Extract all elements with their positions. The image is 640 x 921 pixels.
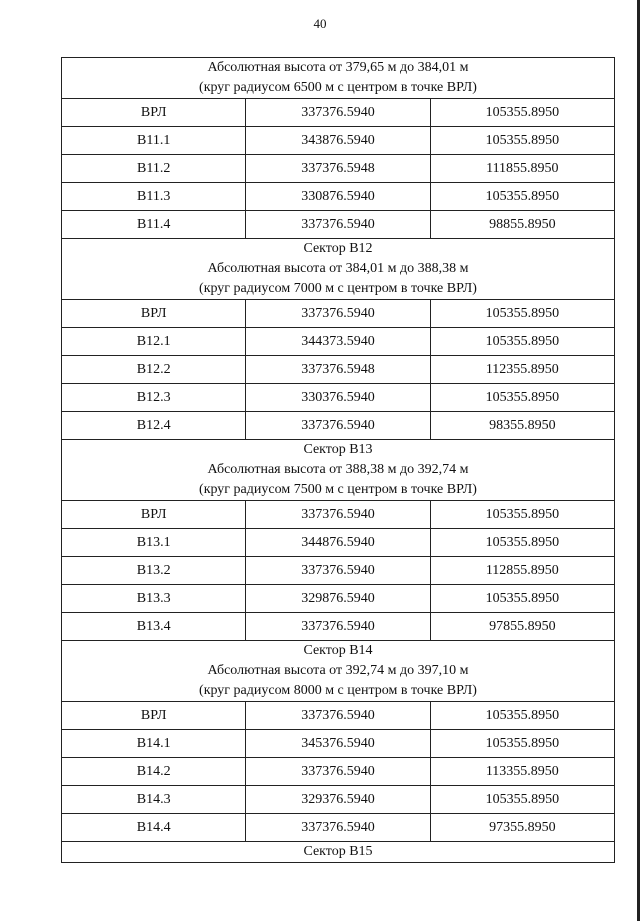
x-coordinate-cell: 337376.5940: [246, 300, 430, 328]
table-row: [62, 211, 615, 239]
point-name-cell: ВРЛ: [62, 702, 246, 730]
point-name-cell: В11.4: [62, 211, 246, 239]
sector-header-line: (круг радиусом 8000 м с центром в точке ВРЛ): [199, 683, 477, 698]
x-coordinate-cell: 337376.5940: [246, 613, 430, 641]
y-coordinate-cell: 98855.8950: [430, 211, 614, 239]
table-row: [62, 99, 615, 127]
table-row: [62, 557, 615, 585]
sector-header-line: Абсолютная высота от 384,01 м до 388,38 м: [207, 261, 469, 276]
point-name-cell: В11.1: [62, 127, 246, 155]
point-name-cell: ВРЛ: [62, 501, 246, 529]
sector-header-cell: [62, 641, 615, 702]
y-coordinate-cell: 97355.8950: [430, 814, 614, 842]
x-coordinate-cell: 330876.5940: [246, 183, 430, 211]
table-row: [62, 758, 615, 786]
point-name-cell: В11.2: [62, 155, 246, 183]
table-row: [62, 585, 615, 613]
y-coordinate-cell: 105355.8950: [430, 127, 614, 155]
y-coordinate-cell: 97855.8950: [430, 613, 614, 641]
table-row: [62, 356, 615, 384]
sector-header-line: Абсолютная высота от 388,38 м до 392,74 м: [207, 462, 469, 477]
y-coordinate-cell: 98355.8950: [430, 412, 614, 440]
table-body: [62, 58, 615, 863]
table-row: [62, 613, 615, 641]
sector-header-line: Абсолютная высота от 379,65 м до 384,01 м: [207, 60, 469, 75]
table-row: [62, 501, 615, 529]
point-name-cell: В12.1: [62, 328, 246, 356]
sector-header-line: Сектор В12: [303, 241, 373, 256]
x-coordinate-cell: 344373.5940: [246, 328, 430, 356]
table-row: [62, 702, 615, 730]
y-coordinate-cell: 112855.8950: [430, 557, 614, 585]
y-coordinate-cell: 113355.8950: [430, 758, 614, 786]
y-coordinate-cell: 105355.8950: [430, 786, 614, 814]
y-coordinate-cell: 111855.8950: [430, 155, 614, 183]
point-name-cell: ВРЛ: [62, 300, 246, 328]
sector-header-line: (круг радиусом 7000 м с центром в точке ВРЛ): [199, 281, 477, 296]
point-name-cell: В12.4: [62, 412, 246, 440]
point-name-cell: В14.4: [62, 814, 246, 842]
x-coordinate-cell: 344876.5940: [246, 529, 430, 557]
y-coordinate-cell: 105355.8950: [430, 183, 614, 211]
x-coordinate-cell: 337376.5948: [246, 155, 430, 183]
table-row: [62, 412, 615, 440]
table-row: [62, 300, 615, 328]
point-name-cell: В14.1: [62, 730, 246, 758]
y-coordinate-cell: 105355.8950: [430, 702, 614, 730]
sector-header-cell: [62, 58, 615, 99]
sector-header-line: Сектор В15: [303, 844, 373, 859]
y-coordinate-cell: 105355.8950: [430, 328, 614, 356]
point-name-cell: В13.2: [62, 557, 246, 585]
point-name-cell: В14.2: [62, 758, 246, 786]
x-coordinate-cell: 329376.5940: [246, 786, 430, 814]
table-row: [62, 127, 615, 155]
x-coordinate-cell: 337376.5940: [246, 99, 430, 127]
point-name-cell: В11.3: [62, 183, 246, 211]
table-row: [62, 328, 615, 356]
y-coordinate-cell: 105355.8950: [430, 99, 614, 127]
sector-header-row: [62, 641, 615, 702]
sector-header-row: [62, 842, 615, 863]
y-coordinate-cell: 105355.8950: [430, 585, 614, 613]
point-name-cell: В13.3: [62, 585, 246, 613]
sector-header-line: Сектор В14: [303, 643, 373, 658]
page-number: 40: [313, 16, 327, 31]
table-row: [62, 786, 615, 814]
x-coordinate-cell: 330376.5940: [246, 384, 430, 412]
x-coordinate-cell: 329876.5940: [246, 585, 430, 613]
table-row: [62, 183, 615, 211]
x-coordinate-cell: 337376.5940: [246, 412, 430, 440]
table-row: [62, 384, 615, 412]
table-row: [62, 814, 615, 842]
x-coordinate-cell: 337376.5940: [246, 211, 430, 239]
x-coordinate-cell: 337376.5940: [246, 758, 430, 786]
sector-header-line: Сектор В13: [303, 442, 373, 457]
coordinates-table: [61, 57, 615, 863]
sector-header-cell: [62, 440, 615, 501]
x-coordinate-cell: 337376.5940: [246, 702, 430, 730]
sector-header-line: (круг радиусом 6500 м с центром в точке ВРЛ): [199, 80, 477, 95]
sector-header-cell: [62, 239, 615, 300]
y-coordinate-cell: 105355.8950: [430, 730, 614, 758]
sector-header-cell: [62, 842, 615, 863]
point-name-cell: В13.4: [62, 613, 246, 641]
y-coordinate-cell: 105355.8950: [430, 384, 614, 412]
point-name-cell: В14.3: [62, 786, 246, 814]
y-coordinate-cell: 112355.8950: [430, 356, 614, 384]
point-name-cell: В13.1: [62, 529, 246, 557]
x-coordinate-cell: 337376.5940: [246, 814, 430, 842]
table-row: [62, 529, 615, 557]
table-row: [62, 730, 615, 758]
sector-header-row: [62, 239, 615, 300]
point-name-cell: ВРЛ: [62, 99, 246, 127]
x-coordinate-cell: 337376.5940: [246, 557, 430, 585]
x-coordinate-cell: 337376.5948: [246, 356, 430, 384]
point-name-cell: В12.3: [62, 384, 246, 412]
sector-header-line: Абсолютная высота от 392,74 м до 397,10 м: [207, 663, 469, 678]
y-coordinate-cell: 105355.8950: [430, 300, 614, 328]
x-coordinate-cell: 343876.5940: [246, 127, 430, 155]
point-name-cell: В12.2: [62, 356, 246, 384]
x-coordinate-cell: 345376.5940: [246, 730, 430, 758]
y-coordinate-cell: 105355.8950: [430, 501, 614, 529]
sector-header-line: (круг радиусом 7500 м с центром в точке ВРЛ): [199, 482, 477, 497]
sector-header-row: [62, 58, 615, 99]
sector-header-row: [62, 440, 615, 501]
table-row: [62, 155, 615, 183]
x-coordinate-cell: 337376.5940: [246, 501, 430, 529]
y-coordinate-cell: 105355.8950: [430, 529, 614, 557]
